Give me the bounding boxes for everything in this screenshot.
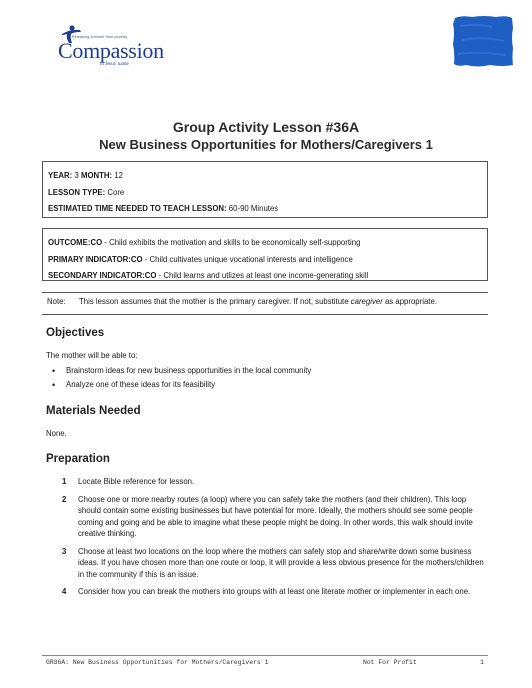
outcome-label: OUTCOME:CO: [48, 238, 103, 247]
step-number: 4: [62, 587, 67, 596]
note-text-after: as appropriate.: [382, 297, 437, 306]
list-item: [46, 494, 486, 540]
time-label: ESTIMATED TIME NEEDED TO TEACH LESSON:: [48, 204, 227, 213]
logo-tagline: Releasing children from poverty: [72, 35, 128, 39]
step-text: Consider how you can break the mothers into groups with at least one literate mother or implementer in each one.: [78, 587, 471, 596]
list-item: • Brainstorm ideas for new business opportunities in the local community: [46, 366, 311, 380]
month-label: MONTH:: [80, 171, 113, 180]
year-value: 3: [74, 171, 79, 180]
objectives-intro: The mother will be able to:: [46, 351, 138, 360]
lesson-type-label: LESSON TYPE:: [48, 187, 106, 197]
footer-not-for-profit: Not For Profit: [363, 659, 417, 666]
lesson-title: Group Activity Lesson #36A: [172, 119, 360, 135]
secondary-indicator-label: SECONDARY INDICATOR:CO: [48, 271, 157, 280]
outcome-row: [48, 235, 482, 252]
step-text: Locate Bible reference for lesson.: [78, 477, 195, 486]
step-number: 3: [62, 546, 67, 556]
page-footer: [42, 655, 488, 666]
primary-indicator-row: [48, 252, 482, 269]
secondary-indicator-row: [48, 268, 482, 285]
list-item: [46, 586, 486, 598]
materials-heading: Materials Needed: [46, 405, 141, 417]
materials-text: None.: [46, 429, 67, 438]
compassion-logo: [56, 24, 166, 70]
year-month-row: [48, 168, 482, 185]
note-bar: [42, 292, 488, 315]
lesson-info-box: [42, 161, 488, 218]
step-text: Choose at least two locations on the loop where the mothers can safely stop and share/write down some business ideas. If you have chosen more than one route or loop, it will provide a less obvious presence for the mothers/children in the community if this is an issue.: [78, 546, 484, 579]
preparation-heading: Preparation: [46, 453, 110, 465]
logo-subname: in Jesus' name: [100, 62, 129, 67]
objectives-heading: Objectives: [46, 327, 105, 339]
objectives-list: [46, 366, 311, 394]
page-number: 1: [480, 659, 484, 666]
outcome-box: [42, 228, 488, 281]
lesson-subtitle: New Business Opportunities for Mothers/Caregivers 1: [99, 137, 433, 152]
list-item: [46, 546, 486, 581]
step-text: Choose one or more nearby routes (a loop) where you can safely take the mothers (and their children). This loop should contain some existing businesses but have potential for more. Ideally, the mothers should see some people coming and going and be able to imagine what these people might be doing. In other words, this walk should invite creative thinking.: [78, 494, 473, 538]
primary-indicator-label: PRIMARY INDICATOR:CO: [48, 254, 143, 264]
logo-wordmark: Compassion: [58, 38, 164, 63]
year-label: YEAR:: [48, 171, 73, 180]
primary-indicator-text: - Child cultivates unique vocational interests and intelligence: [142, 254, 353, 264]
step-number: 1: [62, 477, 67, 486]
outcome-text: - Child exhibits the motivation and skills to be economically self-supporting: [102, 238, 361, 247]
footer-document-title: GR36A: New Business Opportunities for Mothers/Caregivers 1: [46, 659, 269, 666]
time-row: [48, 201, 482, 218]
time-value: 60-90 Minutes: [228, 204, 279, 213]
lesson-type-row: [48, 185, 482, 202]
lesson-type-value: Core: [107, 187, 125, 197]
month-value: 12: [114, 171, 123, 180]
note-text-before: This lesson assumes that the mother is the primary caregiver. If not, substitute: [79, 297, 351, 306]
note-text-italic: caregiver: [350, 297, 383, 306]
list-item: • Analyze one of these ideas for its feasibility: [46, 380, 311, 394]
secondary-indicator-text: - Child learns and utlizes at least one income-generating skill: [156, 271, 369, 280]
step-number: 2: [62, 494, 67, 504]
blue-paint-swatch: [452, 14, 514, 68]
preparation-steps: [46, 476, 486, 604]
note-label: Note:: [47, 297, 66, 306]
list-item: [46, 476, 486, 488]
